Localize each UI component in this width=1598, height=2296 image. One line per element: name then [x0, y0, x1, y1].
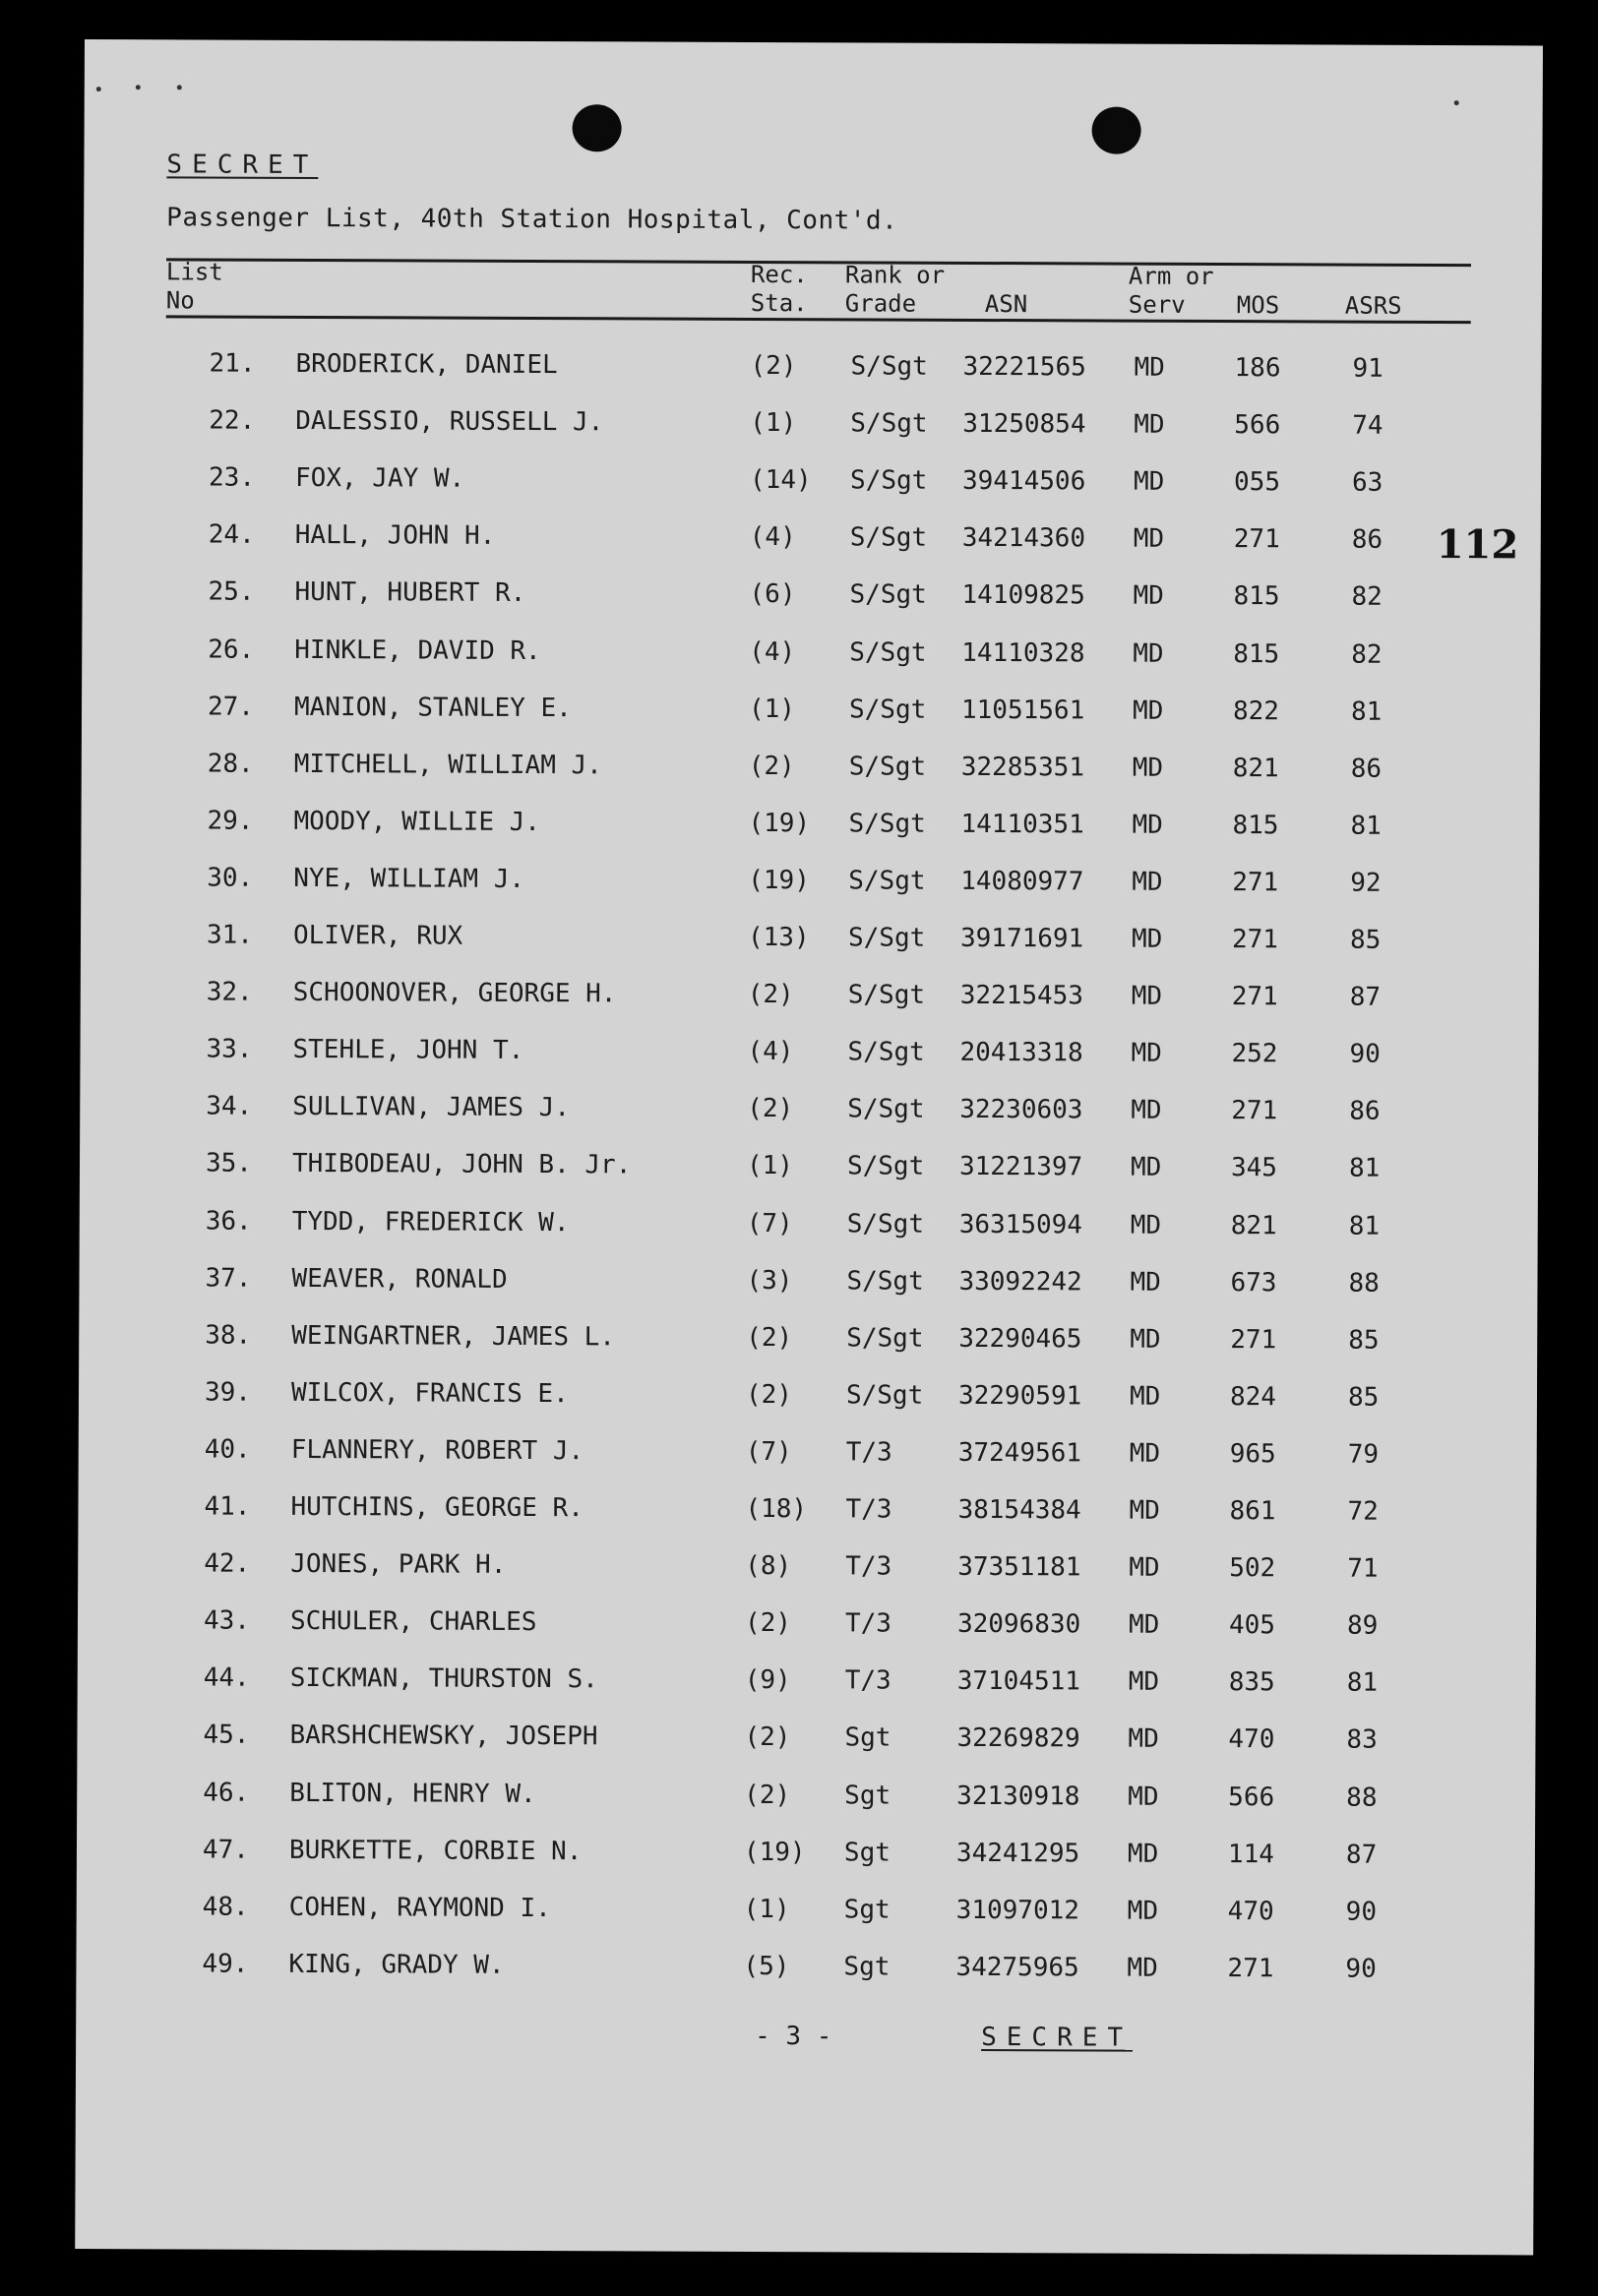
column-header-rank: Rank or Grade — [844, 261, 946, 318]
rank-cell: S/Sgt — [848, 866, 926, 896]
mos-cell: 271 — [1231, 1096, 1278, 1126]
punch-hole — [573, 104, 622, 151]
arm-serv-cell: MD — [1128, 1782, 1159, 1812]
asn-cell: 32285351 — [960, 752, 1085, 783]
asn-cell: 32290591 — [957, 1380, 1082, 1412]
passenger-name-cell: JONES, PARK H. — [290, 1549, 507, 1580]
asrs-cell: 81 — [1348, 1211, 1381, 1241]
passenger-name-cell: STEHLE, JOHN T. — [292, 1035, 524, 1066]
rec-sta-cell: (4) — [749, 636, 796, 667]
mos-cell: 114 — [1227, 1839, 1274, 1869]
asrs-cell: 63 — [1351, 467, 1383, 498]
asn-cell: 38154384 — [957, 1494, 1081, 1526]
rec-sta-cell: (2) — [750, 350, 797, 382]
asrs-cell: 82 — [1351, 582, 1383, 613]
rec-sta-cell: (14) — [749, 465, 812, 496]
rank-cell: S/Sgt — [850, 351, 928, 382]
asrs-cell: 88 — [1346, 1782, 1378, 1813]
mos-cell: 271 — [1231, 925, 1279, 955]
passenger-name-cell: WEINGARTNER, JAMES L. — [291, 1320, 616, 1353]
rank-cell: S/Sgt — [847, 923, 926, 953]
asrs-cell: 81 — [1346, 1667, 1379, 1699]
asrs-cell: 90 — [1345, 1897, 1378, 1927]
table-row — [82, 576, 1538, 639]
mos-cell: 271 — [1230, 1324, 1277, 1355]
rank-cell: S/Sgt — [847, 980, 926, 1010]
rec-sta-cell: (2) — [747, 1094, 794, 1124]
rank-cell: T/3 — [844, 1608, 892, 1639]
asrs-cell: 86 — [1351, 524, 1383, 556]
list-number-cell: 33. — [206, 1034, 253, 1064]
rank-cell: T/3 — [845, 1551, 892, 1582]
column-header-asn: ASN — [984, 289, 1028, 319]
asn-cell: 14110351 — [960, 809, 1084, 840]
mos-cell: 815 — [1233, 638, 1280, 669]
list-number-cell: 26. — [208, 634, 255, 665]
asrs-cell: 89 — [1346, 1610, 1379, 1641]
passenger-name-cell: TYDD, FREDERICK W. — [291, 1206, 570, 1238]
asrs-cell: 83 — [1346, 1725, 1378, 1756]
passenger-name-cell: MANION, STANLEY E. — [293, 692, 572, 723]
mos-cell: 861 — [1229, 1496, 1276, 1527]
list-number-cell: 45. — [203, 1720, 250, 1751]
asn-cell: 33092242 — [958, 1266, 1082, 1298]
table-row — [82, 749, 1538, 812]
mos-cell: 271 — [1231, 982, 1278, 1012]
mos-cell: 566 — [1234, 410, 1281, 441]
list-number-cell: 21. — [209, 348, 256, 379]
rec-sta-cell: (2) — [747, 980, 794, 1010]
table-row — [77, 1892, 1533, 1955]
table-row — [81, 920, 1537, 983]
rank-cell: Sgt — [844, 1722, 891, 1753]
list-number-cell: 46. — [203, 1778, 250, 1808]
column-header-asrs: ASRS — [1344, 291, 1402, 320]
passenger-name-cell: DALESSIO, RUSSELL J. — [295, 406, 604, 438]
list-number-cell: 27. — [207, 692, 255, 722]
asn-cell: 31221397 — [958, 1152, 1083, 1182]
list-number-cell: 44. — [203, 1662, 250, 1694]
mos-cell: 271 — [1232, 867, 1279, 898]
mos-cell: 470 — [1228, 1724, 1275, 1755]
table-row — [78, 1605, 1534, 1668]
rec-sta-cell: (19) — [748, 808, 811, 839]
passenger-name-cell: FOX, JAY W. — [294, 463, 465, 494]
asn-cell: 32221565 — [962, 351, 1086, 383]
rank-cell: S/Sgt — [847, 1037, 925, 1067]
asrs-cell: 90 — [1349, 1039, 1381, 1069]
asrs-cell: 72 — [1347, 1496, 1379, 1527]
mos-cell: 815 — [1233, 581, 1280, 612]
passenger-name-cell: NYE, WILLIAM J. — [293, 863, 525, 894]
speck — [96, 87, 101, 91]
rec-sta-cell: (6) — [749, 579, 796, 610]
column-header-list-no: List No — [165, 258, 223, 315]
asrs-cell: 92 — [1350, 868, 1382, 898]
rec-sta-cell: (9) — [744, 1665, 791, 1696]
passenger-name-cell: WILCOX, FRANCIS E. — [290, 1377, 569, 1409]
arm-serv-cell: MD — [1133, 466, 1165, 497]
stamp-number: 112 — [1436, 520, 1519, 569]
passenger-name-cell: HALL, JOHN H. — [294, 520, 496, 552]
arm-serv-cell: MD — [1133, 638, 1164, 669]
list-number-cell: 22. — [209, 405, 256, 436]
asn-cell: 34214360 — [961, 523, 1086, 554]
list-number-cell: 40. — [204, 1434, 251, 1465]
list-number-cell: 39. — [204, 1377, 252, 1408]
rec-sta-cell: (13) — [747, 922, 810, 953]
table-row — [83, 405, 1539, 468]
table-row — [79, 1320, 1535, 1383]
rec-sta-cell: (19) — [743, 1837, 806, 1867]
speck — [1454, 100, 1459, 105]
table-row — [77, 1720, 1533, 1782]
asn-cell: 32269829 — [956, 1723, 1080, 1754]
mos-cell: 673 — [1230, 1267, 1277, 1298]
list-number-cell: 25. — [208, 576, 255, 608]
rank-cell: S/Sgt — [846, 1265, 924, 1297]
mos-cell: 055 — [1233, 467, 1281, 498]
arm-serv-cell: MD — [1132, 753, 1164, 783]
arm-serv-cell: MD — [1128, 1724, 1159, 1755]
rec-sta-cell: (4) — [747, 1037, 794, 1067]
rec-sta-cell: (1) — [743, 1894, 790, 1924]
document-page — [75, 39, 1543, 2255]
arm-serv-cell: MD — [1130, 1153, 1162, 1183]
asrs-cell: 86 — [1350, 754, 1383, 784]
rank-cell: S/Sgt — [849, 522, 928, 554]
rec-sta-cell: (8) — [745, 1551, 792, 1582]
asn-cell: 36315094 — [958, 1209, 1083, 1239]
speck — [136, 85, 141, 90]
asn-cell: 34275965 — [955, 1952, 1079, 1983]
list-number-cell: 29. — [207, 806, 254, 836]
asn-cell: 31250854 — [962, 408, 1086, 440]
rec-sta-cell: (2) — [744, 1722, 791, 1753]
table-row — [82, 634, 1538, 696]
asrs-cell: 88 — [1348, 1268, 1380, 1299]
passenger-name-cell: MOODY, WILLIE J. — [293, 806, 541, 837]
asn-cell: 14080977 — [960, 866, 1084, 897]
document-subtitle: Passenger List, 40th Station Hospital, Cont'd. — [166, 203, 898, 236]
passenger-name-cell: MITCHELL, WILLIAM J. — [293, 749, 602, 780]
rank-cell: S/Sgt — [846, 1208, 925, 1239]
table-row — [76, 1949, 1532, 2012]
speck — [177, 85, 182, 90]
asn-cell: 20413318 — [959, 1038, 1083, 1068]
asn-cell: 14110328 — [961, 637, 1085, 668]
asn-cell: 32130918 — [956, 1781, 1080, 1811]
asn-cell: 32215453 — [959, 980, 1084, 1011]
arm-serv-cell: MD — [1127, 1896, 1159, 1926]
mos-cell: 186 — [1234, 353, 1281, 384]
mos-cell: 271 — [1233, 524, 1280, 555]
arm-serv-cell: MD — [1130, 1210, 1162, 1240]
arm-serv-cell: MD — [1127, 1839, 1159, 1869]
table-row — [81, 863, 1537, 926]
list-number-cell: 37. — [205, 1263, 252, 1294]
arm-serv-cell: MD — [1129, 1381, 1161, 1412]
asrs-cell: 87 — [1349, 982, 1382, 1012]
mos-cell: 815 — [1232, 810, 1279, 841]
passenger-name-cell: THIBODEAU, JOHN B. Jr. — [291, 1149, 632, 1180]
asrs-cell: 85 — [1349, 925, 1382, 955]
rec-sta-cell: (2) — [744, 1780, 791, 1810]
passenger-name-cell: BRODERICK, DANIEL — [295, 348, 558, 381]
asn-cell: 34241295 — [955, 1838, 1080, 1869]
table-row — [83, 519, 1539, 582]
passenger-name-cell: SCHOONOVER, GEORGE H. — [292, 978, 617, 1009]
asrs-cell: 85 — [1347, 1382, 1380, 1413]
arm-serv-cell: MD — [1128, 1609, 1160, 1640]
asrs-cell: 81 — [1348, 1154, 1381, 1184]
rank-cell: S/Sgt — [845, 1380, 924, 1411]
mos-cell: 405 — [1228, 1610, 1276, 1641]
rank-cell: Sgt — [843, 1895, 891, 1925]
passenger-name-cell: BARSHCHEWSKY, JOSEPH — [289, 1721, 598, 1752]
arm-serv-cell: MD — [1131, 981, 1163, 1011]
rank-cell: Sgt — [844, 1780, 891, 1811]
rec-sta-cell: (1) — [748, 694, 796, 724]
passenger-name-cell: WEAVER, RONALD — [291, 1263, 508, 1295]
asrs-cell: 79 — [1347, 1439, 1380, 1470]
rank-cell: S/Sgt — [849, 636, 927, 668]
table-row — [78, 1662, 1534, 1725]
arm-serv-cell: MD — [1130, 1324, 1161, 1355]
passenger-name-cell: BLITON, HENRY W. — [289, 1778, 536, 1809]
table-row — [83, 348, 1539, 411]
rank-cell: T/3 — [845, 1437, 892, 1468]
table-row — [80, 1091, 1536, 1154]
rec-sta-cell: (5) — [743, 1951, 790, 1981]
asrs-cell: 81 — [1350, 696, 1383, 727]
arm-serv-cell: MD — [1130, 1267, 1161, 1298]
list-number-cell: 32. — [206, 977, 253, 1007]
rank-cell: S/Sgt — [849, 579, 927, 611]
passenger-name-cell: COHEN, RAYMOND I. — [288, 1892, 551, 1923]
rec-sta-cell: (7) — [745, 1436, 792, 1468]
asn-cell: 39171691 — [959, 923, 1084, 954]
list-number-cell: 43. — [203, 1605, 251, 1636]
mos-cell: 965 — [1229, 1438, 1276, 1470]
arm-serv-cell: MD — [1132, 867, 1163, 897]
rank-cell: S/Sgt — [850, 408, 928, 439]
rec-sta-cell: (18) — [745, 1493, 808, 1525]
arm-serv-cell: MD — [1128, 1666, 1160, 1698]
column-header-mos: MOS — [1236, 291, 1280, 320]
table-row — [82, 692, 1538, 755]
table-row — [79, 1377, 1535, 1440]
table-row — [81, 977, 1537, 1040]
asn-cell: 32230603 — [959, 1095, 1083, 1125]
rank-cell: T/3 — [844, 1665, 891, 1696]
rank-cell: S/Sgt — [849, 465, 928, 496]
asrs-cell: 85 — [1348, 1325, 1380, 1356]
list-number-cell: 34. — [206, 1091, 253, 1122]
passenger-name-cell: SCHULER, CHARLES — [289, 1606, 537, 1638]
table-row — [79, 1434, 1535, 1497]
arm-serv-cell: MD — [1129, 1495, 1160, 1526]
table-row — [80, 1148, 1536, 1211]
mos-cell: 821 — [1232, 753, 1279, 783]
asn-cell: 31097012 — [955, 1895, 1080, 1926]
asn-cell: 14109825 — [961, 580, 1085, 611]
rec-sta-cell: (2) — [746, 1322, 793, 1353]
mos-cell: 502 — [1229, 1553, 1276, 1584]
list-number-cell: 38. — [205, 1320, 252, 1351]
table-row — [80, 1034, 1536, 1097]
passenger-name-cell: HUTCHINS, GEORGE R. — [290, 1491, 584, 1524]
asn-cell: 39414506 — [961, 466, 1086, 497]
passenger-name-cell: BURKETTE, CORBIE N. — [288, 1835, 583, 1866]
rank-cell: S/Sgt — [846, 1323, 924, 1354]
asrs-cell: 91 — [1352, 353, 1383, 384]
table-row — [79, 1263, 1535, 1326]
rec-sta-cell: (7) — [746, 1208, 793, 1239]
rec-sta-cell: (3) — [746, 1265, 793, 1296]
arm-serv-cell: MD — [1133, 523, 1165, 555]
arm-serv-cell: MD — [1132, 810, 1163, 840]
mos-cell: 345 — [1230, 1153, 1278, 1183]
list-number-cell: 35. — [205, 1148, 253, 1179]
passenger-name-cell: OLIVER, RUX — [292, 920, 463, 951]
asn-cell: 11051561 — [960, 695, 1085, 726]
mos-cell: 822 — [1232, 695, 1280, 726]
table-row — [78, 1491, 1534, 1554]
asrs-cell: 86 — [1349, 1096, 1381, 1127]
list-number-cell: 30. — [207, 863, 254, 893]
passenger-name-cell: HUNT, HUBERT R. — [294, 577, 526, 609]
asrs-cell: 71 — [1347, 1553, 1379, 1584]
list-number-cell: 36. — [205, 1206, 252, 1237]
list-number-cell: 23. — [208, 462, 256, 493]
asn-cell: 32290465 — [958, 1323, 1082, 1355]
arm-serv-cell: MD — [1131, 1038, 1162, 1068]
asrs-cell: 90 — [1345, 1954, 1377, 1984]
table-row — [80, 1205, 1536, 1268]
table-row — [81, 806, 1537, 869]
page-number: - 3 - — [755, 2021, 832, 2052]
column-header-rec-sta: Rec. Sta. — [750, 260, 808, 318]
asn-cell: 32096830 — [956, 1609, 1081, 1640]
list-number-cell: 31. — [206, 920, 254, 950]
mos-cell: 252 — [1231, 1039, 1278, 1069]
rec-sta-cell: (2) — [745, 1379, 793, 1410]
list-number-cell: 47. — [202, 1835, 250, 1865]
arm-serv-cell: MD — [1127, 1953, 1158, 1983]
column-header-arm: Arm or Serv — [1128, 262, 1214, 319]
mos-cell: 470 — [1227, 1896, 1274, 1926]
punch-hole — [1092, 106, 1141, 153]
table-row — [77, 1835, 1533, 1898]
rec-sta-cell: (1) — [750, 408, 797, 439]
classification-header: SECRET — [166, 150, 319, 181]
list-number-cell: 42. — [204, 1548, 251, 1579]
passenger-name-cell: HINKLE, DAVID R. — [294, 634, 541, 666]
passenger-name-cell: FLANNERY, ROBERT J. — [290, 1434, 584, 1467]
asn-cell: 37104511 — [956, 1666, 1081, 1697]
rec-sta-cell: (19) — [748, 865, 810, 896]
rank-cell: Sgt — [843, 1837, 891, 1868]
arm-serv-cell: MD — [1134, 409, 1165, 440]
passenger-name-cell: KING, GRADY W. — [288, 1949, 505, 1980]
asrs-cell: 74 — [1352, 410, 1383, 441]
rank-cell: Sgt — [843, 1952, 891, 1982]
asrs-cell: 87 — [1345, 1840, 1378, 1870]
classification-footer: SECRET — [981, 2022, 1134, 2053]
rec-sta-cell: (2) — [748, 751, 795, 781]
asrs-cell: 81 — [1350, 811, 1382, 841]
passenger-name-cell: SULLIVAN, JAMES J. — [292, 1092, 571, 1123]
rank-cell: S/Sgt — [847, 1094, 925, 1125]
mos-cell: 271 — [1227, 1953, 1274, 1984]
arm-serv-cell: MD — [1131, 924, 1163, 954]
rec-sta-cell: (1) — [746, 1151, 794, 1181]
mos-cell: 824 — [1229, 1381, 1277, 1413]
asn-cell: 37351181 — [957, 1551, 1081, 1583]
asrs-cell: 82 — [1351, 639, 1383, 670]
table-row — [78, 1548, 1534, 1611]
arm-serv-cell: MD — [1133, 581, 1164, 612]
mos-cell: 821 — [1230, 1210, 1277, 1240]
rank-cell: S/Sgt — [846, 1151, 925, 1182]
rank-cell: T/3 — [845, 1494, 892, 1525]
table-row — [83, 462, 1539, 525]
arm-serv-cell: MD — [1132, 695, 1164, 726]
mos-cell: 566 — [1228, 1782, 1275, 1812]
list-number-cell: 41. — [204, 1491, 251, 1522]
rank-cell: S/Sgt — [848, 809, 926, 839]
rec-sta-cell: (4) — [749, 522, 796, 553]
list-number-cell: 48. — [202, 1892, 249, 1922]
arm-serv-cell: MD — [1134, 352, 1165, 383]
arm-serv-cell: MD — [1129, 1552, 1160, 1583]
list-number-cell: 49. — [202, 1949, 249, 1979]
list-number-cell: 28. — [207, 749, 254, 779]
rec-sta-cell: (2) — [744, 1608, 792, 1639]
arm-serv-cell: MD — [1129, 1438, 1161, 1469]
rank-cell: S/Sgt — [848, 752, 927, 782]
mos-cell: 835 — [1228, 1667, 1275, 1698]
arm-serv-cell: MD — [1131, 1095, 1162, 1126]
header-top-rule — [166, 258, 1471, 267]
passenger-name-cell: SICKMAN, THURSTON S. — [289, 1663, 598, 1695]
table-row — [77, 1777, 1533, 1840]
list-number-cell: 24. — [208, 519, 255, 551]
asn-cell: 37249561 — [957, 1437, 1082, 1469]
rank-cell: S/Sgt — [848, 694, 927, 725]
